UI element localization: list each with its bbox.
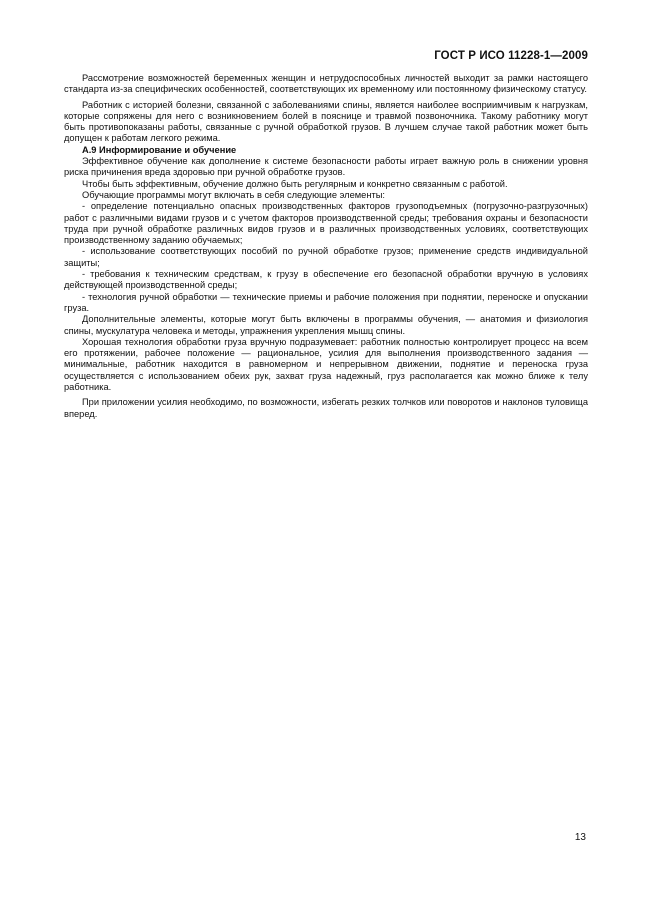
paragraph-training-role: Эффективное обучение как дополнение к системе безопасности работы играет важную роль в снижении уровня риска причинения вреда здоровью при ручной обработке грузов. bbox=[64, 156, 588, 178]
list-item-aids: - использование соответствующих пособий по ручной обработке грузов; применение средств индивидуальной защиты; bbox=[64, 246, 588, 268]
paragraph-back-disease: Работник с историей болезни, связанной с заболеваниями спины, является наиболее восприимчивым к нагрузкам, которые сопряжены для него с возникновением болей в пояснице и травмой позвоночника. Такому работнику могут быть противопоказаны работы, связанные с ручной обработкой грузов. В лучшем случае такой работник может быть допущен к работам легкого режима. bbox=[64, 99, 588, 144]
paragraph-additional-elements: Дополнительные элементы, которые могут быть включены в программы обучения, — анатомия и физиология спины, мускулатура человека и методы, упражнения укрепления мышц спины. bbox=[64, 314, 588, 336]
section-heading: А.9 Информирование и обучение bbox=[82, 144, 237, 155]
paragraph-good-technique: Хорошая технология обработки груза вручную подразумевает: работник полностью контролирует процесс на всем его протяжении, рабочее положение — рациональное, усилия для выполнения производственного задания — минимальные, работник находится в равномерном и непрерывном движении, поднятие и переноска груза осуществляется с использованием обеих рук, захват груза надежный, груз располагается как можно ближе к телу работника. bbox=[64, 336, 588, 393]
document-header: ГОСТ Р ИСО 11228-1—2009 bbox=[434, 50, 588, 62]
list-item-hazards: - определение потенциально опасных производственных факторов грузоподъемных (погрузочно-разгрузочных) работ с различными видами грузов и с учетом факторов производственной среды; требования охраны и безопасности труда при ручной обработке различных видов грузов и в различных производственных условиях, соответствующих производственному заданию обучаемых; bbox=[64, 201, 588, 246]
page-number: 13 bbox=[574, 832, 586, 843]
list-item-equipment: - требования к техническим средствам, к грузу в обеспечение его безопасной обработки вручную в условиях действующей производственной среды; bbox=[64, 269, 588, 291]
paragraph-pregnant-workers: Рассмотрение возможностей беременных женщин и нетрудоспособных личностей выходит за рамки настоящего стандарта из-за специфических особенностей, соответствующих их временному или постоянному физическому статусу. bbox=[64, 73, 588, 95]
list-item-technology: - технология ручной обработки — технические приемы и рабочие положения при поднятии, переноске и опускании груза. bbox=[64, 291, 588, 313]
page-body bbox=[64, 73, 588, 420]
paragraph-avoid-jerks: При приложении усилия необходимо, по возможности, избегать резких толчков или поворотов и наклонов туловища вперед. bbox=[64, 397, 588, 419]
paragraph-program-elements: Обучающие программы могут включать в себя следующие элементы: bbox=[82, 189, 385, 200]
paragraph-training-regular: Чтобы быть эффективным, обучение должно быть регулярным и конкретно связанным с работой. bbox=[82, 178, 508, 189]
